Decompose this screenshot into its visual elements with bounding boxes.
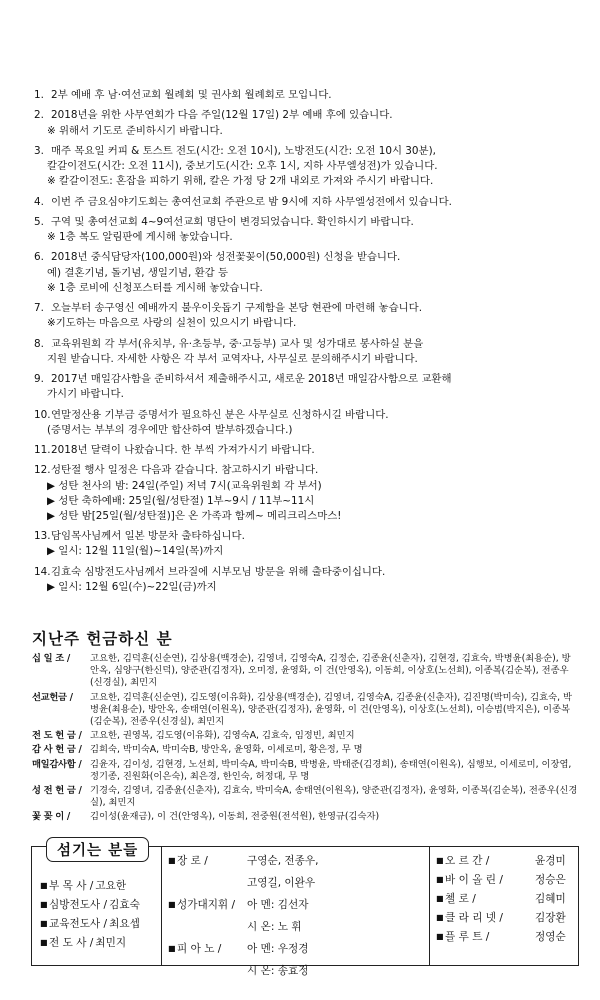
server-role: 클 라 리 넷 / xyxy=(445,912,503,924)
notice-text: 2부 예배 후 남·여선교회 월례회 및 권사회 월례회로 모입니다. xyxy=(51,89,332,101)
server-name: 구영순, 전종우, xyxy=(247,855,319,867)
offering-names: 고요한, 김덕훈(신순연), 김도영(이유화), 김상용(백경순), 김영녀, 김영숙A, 김종윤(신춘자), 김진명(박미숙), 김효숙, 박병윤(최용순), 방안옥, 송태연(이원옥), 양준관(김정자), 윤영화, 이 건(안영옥), 이상호(노선희), 이승범(박지은), 이종복(김순복), 전종우(신경실), 최민지 xyxy=(90,691,572,728)
offering-category: 전 도 헌 금 / xyxy=(32,730,82,742)
bullet-icon: ■ xyxy=(40,900,48,909)
bullet-icon xyxy=(168,964,177,979)
notice-item xyxy=(34,408,579,438)
server-entry xyxy=(436,911,578,926)
server-name: 김효숙 xyxy=(109,899,140,911)
notice-first-line xyxy=(34,195,579,210)
offering-category: 꽃 꽂 이 / xyxy=(32,811,70,823)
notice-text: 2017년 매일감사함을 준비하셔서 제출해주시고, 새로운 2018년 매일감사함으로 교환해 xyxy=(51,373,452,385)
notice-number: 13. xyxy=(34,530,51,543)
offering-row xyxy=(32,811,578,823)
notice-sub-line: ▶ 성탄 밤[25일(월/성탄절)]은 온 가족과 함께~ 메리크리스마스! xyxy=(47,509,342,522)
notice-text: 오늘부터 송구영신 예배까지 불우이웃돕기 구제함을 본당 현관에 마련해 놓습니다. xyxy=(51,302,422,314)
notice-first-line xyxy=(34,372,579,387)
notice-text: 매주 목요일 커피 & 토스트 전도(시간: 오전 10시), 노방전도(시간: 오전 10시 30분), xyxy=(51,144,436,157)
notice-number: 2. xyxy=(34,109,44,122)
offering-category: 감 사 헌 금 / xyxy=(32,744,82,756)
server-name: 시 온: 송효정 xyxy=(247,965,309,977)
notice-first-line xyxy=(34,250,579,265)
notice-sub-line: 칼갈이전도(시간: 오전 11시), 중보기도(시간: 오후 1시, 지하 사무엘성전)가 있습니다. xyxy=(47,160,438,172)
notice-sub-line: ▶ 일시: 12월 11일(월)~14일(목)까지 xyxy=(47,545,224,558)
notice-number: 3. xyxy=(34,144,44,157)
offering-names: 고요한, 김덕훈(신순연), 김상용(백경순), 김영녀, 김영숙A, 김정순, 김종윤(신춘자), 김현경, 김효숙, 박병윤(최용순), 방안옥, 심양구(한신덕), 양준관(김정자), 오미정, 윤영화, 이 건(안영옥), 이동희, 이상호(노선희), 이종복(김순복), 전종우(신경실), 최민지 xyxy=(90,653,571,689)
server-name: 최민지 xyxy=(95,937,127,949)
bullet-icon: ■ xyxy=(168,856,176,865)
notice-item xyxy=(34,108,579,138)
offering-row xyxy=(32,744,578,756)
notice-item xyxy=(34,144,579,190)
server-role xyxy=(177,964,245,979)
server-role: 심방전도사 / xyxy=(49,899,108,911)
servers-grid xyxy=(32,847,578,977)
notice-number: 12. xyxy=(34,464,51,477)
notice-first-line xyxy=(34,144,579,159)
server-entry xyxy=(436,930,578,945)
offering-row xyxy=(32,730,578,742)
notice-number: 4. xyxy=(34,195,44,208)
offering-category: 매일감사함 / xyxy=(32,758,82,770)
offering-names: 김희숙, 박미숙A, 박미숙B, 방안옥, 윤영화, 이세로미, 황은정, 무 명 xyxy=(90,744,363,756)
notice-text: 김효숙 심방전도사님께서 브라질에 시부모님 방문을 위해 출타중이십니다. xyxy=(51,565,386,578)
server-role: 피 아 노 / xyxy=(177,943,222,955)
bullet-icon: ■ xyxy=(436,875,444,884)
bullet-icon: ■ xyxy=(168,944,176,953)
notice-sub-line: ▶ 성탄 축하예배: 25일(월/성탄절) 1부~9시 / 11부~11시 xyxy=(47,494,315,507)
notice-item xyxy=(34,250,579,296)
offering-names: 기경숙, 김영녀, 김종윤(신춘자), 김효숙, 박미숙A, 송태연(이원옥), 양준관(김정자), 윤영화, 이종복(김순복), 전종우(신경실), 최민지 xyxy=(90,785,578,809)
offering-row xyxy=(32,692,578,729)
notice-text: 구역 및 총여선교회 4~9여선교회 명단이 변경되었습니다. 확인하시기 바랍니다. xyxy=(51,215,414,228)
server-entry xyxy=(436,873,578,888)
offering-row xyxy=(32,653,578,690)
notice-first-line xyxy=(34,408,579,423)
bullet-icon: ■ xyxy=(168,900,176,909)
notice-sub-line: (증명서는 부부의 경우에만 합산하여 발부하겠습니다.) xyxy=(47,423,293,436)
notice-item xyxy=(34,195,579,210)
notice-item xyxy=(34,443,579,458)
notice-sub-line: 예) 결혼기념, 돌기념, 생일기념, 환갑 등 xyxy=(47,266,229,279)
server-role: 바 이 올 린 / xyxy=(445,874,503,886)
notice-sub-line: ※기도하는 마음으로 사랑의 실천이 있으시기 바랍니다. xyxy=(47,317,297,330)
notice-first-line xyxy=(34,463,579,478)
server-entry xyxy=(40,879,161,894)
notice-first-line xyxy=(34,88,579,103)
notice-item xyxy=(34,463,579,524)
bullet-icon: ■ xyxy=(436,856,444,865)
offering-category: 선교헌금 / xyxy=(32,691,73,703)
server-role: 성가대지휘 / xyxy=(177,899,236,911)
servers-column-elders-choir xyxy=(162,847,430,977)
notice-text: 연말정산용 기부금 증명서가 필요하신 분은 사무실로 신청하시길 바랍니다. xyxy=(51,408,389,421)
notice-text: 이번 주 금요심야기도회는 총여선교회 주관으로 밤 9시에 지하 사무엘성전에서 있습니다. xyxy=(51,195,452,208)
bullet-icon: ■ xyxy=(40,919,48,928)
server-entry xyxy=(168,920,429,935)
notice-sub-line: ▶ 일시: 12월 6일(수)~22일(금)까지 xyxy=(47,580,217,593)
servers-column-clergy xyxy=(32,847,162,965)
server-role: 플 루 트 / xyxy=(445,931,490,943)
notice-sub-line: ※ 1층 로비에 신청포스터를 게시해 놓았습니다. xyxy=(47,281,263,294)
server-role xyxy=(177,876,245,891)
server-entry xyxy=(40,917,161,932)
server-role: 첼 로 / xyxy=(445,893,476,905)
notice-item xyxy=(34,337,579,367)
notice-item xyxy=(34,301,579,331)
notice-number: 8. xyxy=(34,337,44,350)
server-role: 오 르 간 / xyxy=(445,855,490,867)
server-entry xyxy=(40,936,161,951)
notice-text: 성탄절 행사 일정은 다음과 같습니다. 참고하시기 바랍니다. xyxy=(51,464,319,477)
notice-first-line xyxy=(34,443,579,458)
server-role xyxy=(177,920,245,935)
notice-item xyxy=(34,529,579,559)
bullet-icon: ■ xyxy=(40,881,48,890)
offering-title: 지난주 헌금하신 분 xyxy=(32,630,173,648)
server-name: 시 온: 노 휘 xyxy=(247,921,302,933)
notice-first-line xyxy=(34,337,579,352)
offering-list xyxy=(32,653,578,826)
notice-item xyxy=(34,215,579,245)
offering-row xyxy=(32,759,578,783)
notice-sub-line: ※ 위해서 기도로 준비하시기 바랍니다. xyxy=(47,124,223,137)
server-name: 정영순 xyxy=(535,931,566,943)
notice-first-line xyxy=(34,565,579,580)
server-name: 김장환 xyxy=(535,912,566,924)
server-name: 아 멘: 김선자 xyxy=(247,899,309,911)
offering-row xyxy=(32,785,578,809)
notice-list xyxy=(34,88,579,600)
server-entry xyxy=(168,854,429,869)
notice-first-line xyxy=(34,301,579,316)
server-role: 교육전도사 / xyxy=(49,918,108,930)
notice-sub-line: 지원 받습니다. 자세한 사항은 각 부서 교역자나, 사무실로 문의해주시기 바랍니다. xyxy=(47,352,418,365)
notice-number: 10. xyxy=(34,408,51,421)
notice-first-line xyxy=(34,215,579,230)
server-name: 정승은 xyxy=(535,874,566,886)
notice-text: 2018년 중식담당자(100,000원)와 성전꽃꽂이(50,000원) 신청을 받습니다. xyxy=(51,251,401,264)
server-entry xyxy=(40,898,161,913)
notice-sub-line: ※ 1층 복도 알림판에 게시해 놓았습니다. xyxy=(47,231,233,243)
notice-sub-line: ※ 칼갈이전도: 혼잡을 피하기 위해, 칼은 가정 당 2개 내외로 가져와 주시기 바랍니다. xyxy=(47,175,434,188)
server-entry xyxy=(436,892,578,907)
bullet-icon: ■ xyxy=(436,894,444,903)
notice-text: 2018년을 위한 사무연회가 다음 주일(12월 17일) 2부 예배 후에 있습니다. xyxy=(51,109,393,122)
server-name: 최요셉 xyxy=(109,918,140,930)
server-role: 전 도 사 / xyxy=(49,937,94,949)
offering-category: 성 전 헌 금 / xyxy=(32,785,82,797)
servers-column-instruments xyxy=(430,847,578,965)
bullet-icon: ■ xyxy=(40,938,48,947)
notice-item xyxy=(34,88,579,103)
offering-names: 고요한, 권영복, 김도영(이유화), 김영숙A, 김효숙, 임정빈, 최민지 xyxy=(90,730,355,742)
bullet-icon: ■ xyxy=(436,932,444,941)
notice-first-line xyxy=(34,529,579,544)
notice-first-line xyxy=(34,108,579,123)
offering-names: 김이성(윤재금), 이 건(안영옥), 이동희, 전중원(전석원), 한영규(김숙자) xyxy=(90,811,380,823)
server-name: 아 멘: 우정경 xyxy=(247,943,309,955)
bullet-icon: ■ xyxy=(436,913,444,922)
server-name: 고요한 xyxy=(95,880,127,892)
servers-box xyxy=(31,843,579,977)
server-role: 부 목 사 / xyxy=(49,880,94,892)
server-entry xyxy=(168,898,429,913)
server-entry xyxy=(168,876,429,891)
server-entry xyxy=(168,964,429,979)
server-name: 고영길, 이완우 xyxy=(247,877,316,889)
notice-text: 교육위원회 각 부서(유치부, 유·초등부, 중·고등부) 교사 및 성가대로 봉사하실 분을 xyxy=(51,337,424,350)
notice-sub-line: 가시기 바랍니다. xyxy=(47,388,124,401)
server-entry xyxy=(168,942,429,957)
notice-number: 1. xyxy=(34,89,44,101)
notice-text: 2018년 달력이 나왔습니다. 한 부씩 가져가시기 바랍니다. xyxy=(51,444,315,456)
server-name: 김혜미 xyxy=(535,893,566,905)
bullet-icon xyxy=(168,876,177,891)
notice-number: 11. xyxy=(34,444,51,456)
notice-number: 5. xyxy=(34,215,44,228)
offering-names: 김윤자, 김이성, 김현경, 노선희, 박미숙A, 박미숙B, 박병윤, 박태준(김경희), 송태연(이원옥), 심행보, 이세로미, 이장엽, 정기종, 진원화(이은숙), 최은경, 한인숙, 허정대, 무 명 xyxy=(90,758,572,782)
notice-number: 14. xyxy=(34,565,51,578)
notice-item xyxy=(34,372,579,402)
server-role: 장 로 / xyxy=(177,855,208,867)
notice-number: 6. xyxy=(34,251,44,264)
server-entry xyxy=(436,854,578,869)
notice-number: 9. xyxy=(34,373,44,385)
bullet-icon xyxy=(168,920,177,935)
notice-item xyxy=(34,565,579,595)
servers-title: 섬기는 분들 xyxy=(46,837,149,862)
offering-category: 십 일 조 / xyxy=(32,653,70,664)
server-name: 윤경미 xyxy=(535,855,566,867)
notice-text: 담임목사님께서 일본 방문차 출타하십니다. xyxy=(51,530,245,543)
notice-number: 7. xyxy=(34,302,44,314)
notice-sub-line: ▶ 성탄 천사의 밤: 24일(주일) 저녁 7시(교육위원회 각 부서) xyxy=(47,479,322,492)
